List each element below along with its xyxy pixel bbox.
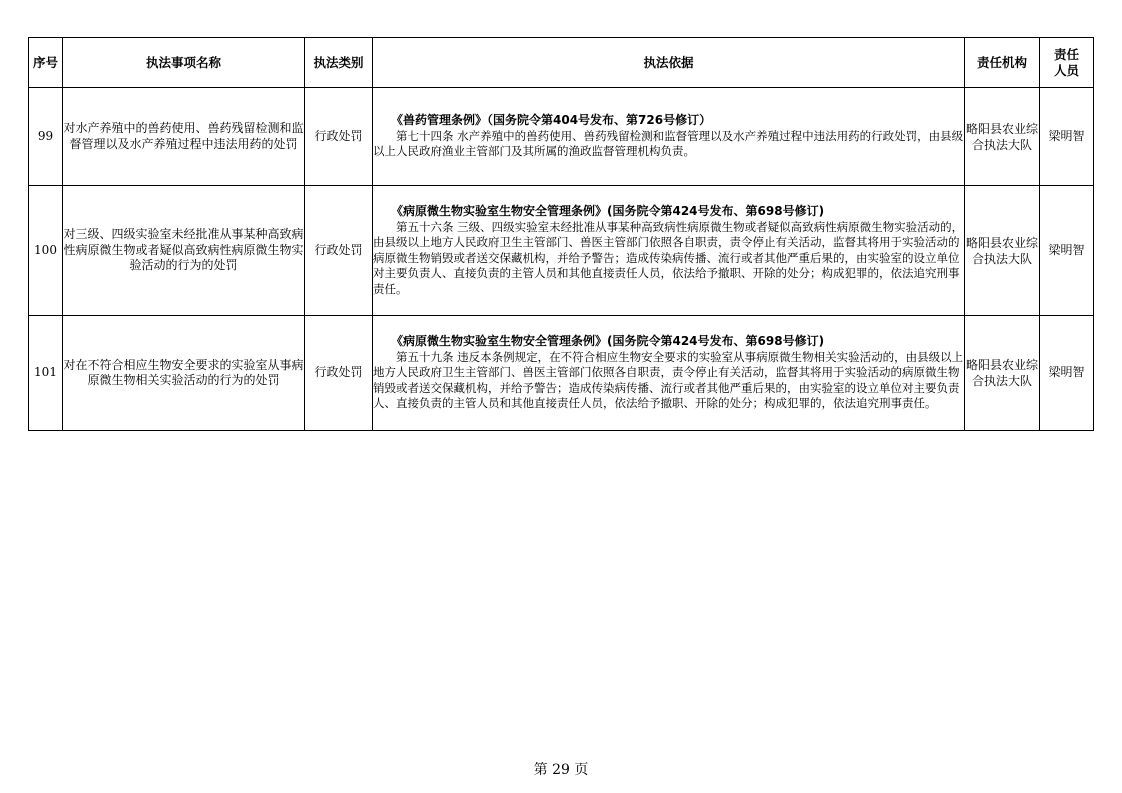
enforcement-table — [28, 37, 1094, 431]
page-number: 第 29 页 — [533, 762, 589, 778]
row-basis — [373, 186, 965, 316]
row-name: 对三级、四级实验室未经批准从事某种高致病性病原微生物或者疑似高致病性病原微生物实验活动的行为的处罚 — [63, 186, 305, 316]
header-category: 执法类别 — [305, 38, 373, 88]
table-row — [29, 88, 1094, 186]
row-org: 略阳县农业综合执法大队 — [965, 316, 1040, 431]
law-body: 第五十六条 三级、四级实验室未经批准从事某种高致病性病原微生物或者疑似高致病性病原微生物实验活动的，由县级以上地方人民政府卫生主管部门、兽医主管部门依照各自职责，责令停止有关活动，监督其将用于实验活动的病原微生物销毁或者送交保藏机构，并给予警告；造成传染病传播、流行或者其他严重后果的，由实验室的设立单位对主要负责人、直接负责的主管人员和其他直接责任人员，依法给予撤职、开除的处分；构成犯罪的，依法追究刑事责任。 — [373, 219, 964, 296]
row-person: 梁明智 — [1040, 88, 1094, 186]
row-name: 对水产养殖中的兽药使用、兽药残留检测和监督管理以及水产养殖过程中违法用药的处罚 — [63, 88, 305, 186]
table-row — [29, 316, 1094, 431]
header-seq: 序号 — [29, 38, 63, 88]
header-basis: 执法依据 — [373, 38, 965, 88]
header-name: 执法事项名称 — [63, 38, 305, 88]
row-org: 略阳县农业综合执法大队 — [965, 186, 1040, 316]
law-body: 第七十四条 水产养殖中的兽药使用、兽药残留检测和监督管理以及水产养殖过程中违法用药的行政处罚，由县级以上人民政府渔业主管部门及其所属的渔政监督管理机构负责。 — [373, 128, 964, 159]
law-title: 《病原微生物实验室生物安全管理条例》(国务院令第424号发布、第698号修订) — [391, 204, 825, 218]
row-name: 对在不符合相应生物安全要求的实验室从事病原微生物相关实验活动的行为的处罚 — [63, 316, 305, 431]
law-body: 第五十九条 违反本条例规定，在不符合相应生物安全要求的实验室从事病原微生物相关实验活动的，由县级以上地方人民政府卫生主管部门、兽医主管部门依照各自职责，责令停止有关活动，监督其将用于实验活动的病原微生物销毁或者送交保藏机构，并给予警告；造成传染病传播、流行或者其他严重后果的，由实验室的设立单位对主要负责人、直接负责的主管人员和其他直接责任人员，依法给予撤职、开除的处分；构成犯罪的，依法追究刑事责任。 — [373, 349, 964, 411]
row-person: 梁明智 — [1040, 316, 1094, 431]
row-basis — [373, 316, 965, 431]
row-category: 行政处罚 — [305, 316, 373, 431]
header-person — [1040, 38, 1094, 88]
row-org: 略阳县农业综合执法大队 — [965, 88, 1040, 186]
row-category: 行政处罚 — [305, 186, 373, 316]
header-org: 责任机构 — [965, 38, 1040, 88]
row-seq: 99 — [29, 88, 63, 186]
header-person-text: 责任人员 — [1053, 46, 1079, 78]
law-title: 《病原微生物实验室生物安全管理条例》(国务院令第424号发布、第698号修订) — [391, 334, 825, 349]
row-category: 行政处罚 — [305, 88, 373, 186]
law-title: 《兽药管理条例》（国务院令第404号发布、第726号修订） — [391, 113, 712, 128]
row-basis — [373, 88, 965, 186]
row-seq: 101 — [29, 316, 63, 431]
table-header-row — [29, 38, 1094, 88]
row-seq: 100 — [29, 186, 63, 316]
table-row — [29, 186, 1094, 316]
row-person: 梁明智 — [1040, 186, 1094, 316]
